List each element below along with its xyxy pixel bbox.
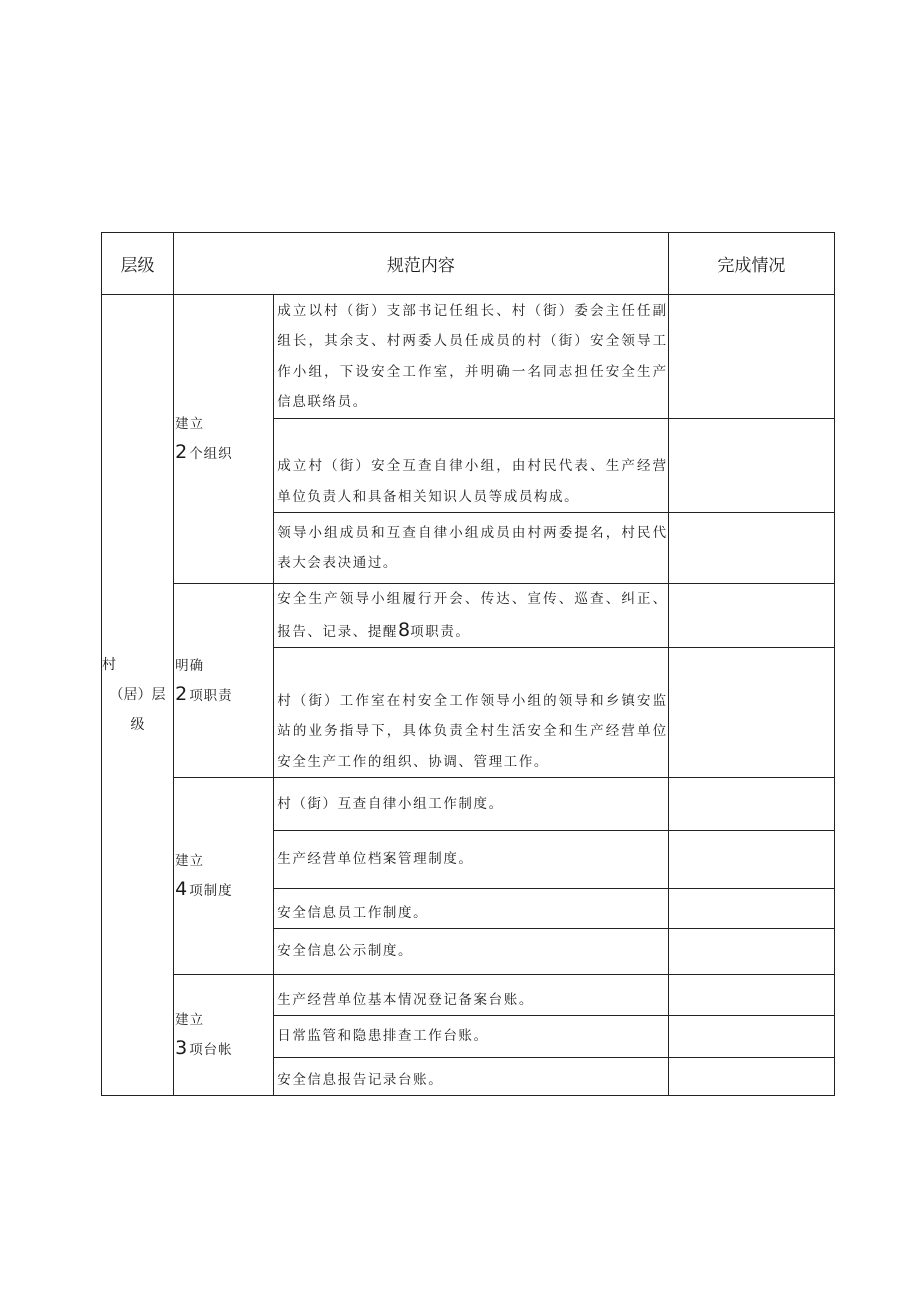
- content-cell: [274, 584, 669, 648]
- content-cell: 生产经营单位基本情况登记备案台账。: [274, 975, 669, 1016]
- group-number: 2: [175, 441, 188, 463]
- status-cell[interactable]: [668, 295, 834, 419]
- group-cell-organizations: [174, 295, 274, 584]
- content-cell: 日常监管和隐患排查工作台账。: [274, 1016, 669, 1058]
- header-row: [102, 233, 835, 295]
- group-prefix: 建立: [175, 853, 205, 869]
- content-cell: 生产经营单位档案管理制度。: [274, 831, 669, 889]
- table-row: [102, 584, 835, 648]
- group-prefix: 明确: [175, 657, 205, 674]
- content-cell: 领导小组成员和互查自律小组成员由村两委提名，村民代表大会表决通过。: [274, 513, 669, 584]
- content-cell: 成立村（街）安全互查自律小组，由村民代表、生产经营单位负责人和具备相关知识人员等成员构成。: [274, 419, 669, 513]
- content-cell: 安全信息公示制度。: [274, 929, 669, 975]
- content-text-before: 安全生产领导小组履行开会、传达、宣传、巡查、纠正、报告、记录、提醒: [277, 591, 668, 640]
- group-suffix: 项职责: [189, 687, 233, 704]
- table-row: [102, 295, 835, 419]
- group-prefix: 建立: [175, 1012, 205, 1028]
- header-level: 层级: [102, 233, 174, 295]
- group-suffix: 项制度: [189, 883, 233, 899]
- status-cell[interactable]: [668, 889, 834, 929]
- group-suffix: 个组织: [189, 446, 233, 462]
- group-number: 2: [175, 682, 188, 705]
- group-number: 4: [175, 878, 188, 900]
- specification-table: [101, 232, 835, 1096]
- group-cell-ledgers: [174, 975, 274, 1096]
- status-cell[interactable]: [668, 831, 834, 889]
- status-cell[interactable]: [668, 648, 834, 778]
- group-prefix: 建立: [175, 416, 205, 432]
- status-cell[interactable]: [668, 419, 834, 513]
- level-label-part1: 村: [102, 657, 116, 673]
- content-cell: 安全信息员工作制度。: [274, 889, 669, 929]
- status-cell[interactable]: [668, 1016, 834, 1058]
- level-label-part3: 级: [130, 717, 145, 733]
- content-text-after: 项职责。: [410, 623, 471, 640]
- level-cell: [102, 295, 174, 1096]
- group-number: 3: [175, 1037, 188, 1059]
- level-label-part2: （居）层: [109, 687, 166, 703]
- status-cell[interactable]: [668, 778, 834, 831]
- content-number: 8: [398, 618, 411, 641]
- status-cell[interactable]: [668, 584, 834, 648]
- content-cell: 村（街）工作室在村安全工作领导小组的领导和乡镇安监站的业务指导下，具体负责全村生活安全和生产经营单位安全生产工作的组织、协调、管理工作。: [274, 648, 669, 778]
- header-status: 完成情况: [668, 233, 834, 295]
- content-cell: 成立以村（街）支部书记任组长、村（街）委会主任任副组长，其余支、村两委人员任成员的村（街）安全领导工作小组，下设安全工作室，并明确一名同志担任安全生产信息联络员。: [274, 295, 669, 419]
- status-cell[interactable]: [668, 1058, 834, 1096]
- content-cell: 村（街）互查自律小组工作制度。: [274, 778, 669, 831]
- group-suffix: 项台帐: [189, 1042, 233, 1058]
- group-cell-duties: [174, 584, 274, 778]
- status-cell[interactable]: [668, 513, 834, 584]
- status-cell[interactable]: [668, 975, 834, 1016]
- table-row: [102, 975, 835, 1016]
- header-content: 规范内容: [174, 233, 669, 295]
- group-cell-systems: [174, 778, 274, 975]
- table-row: [102, 778, 835, 831]
- status-cell[interactable]: [668, 929, 834, 975]
- content-cell: 安全信息报告记录台账。: [274, 1058, 669, 1096]
